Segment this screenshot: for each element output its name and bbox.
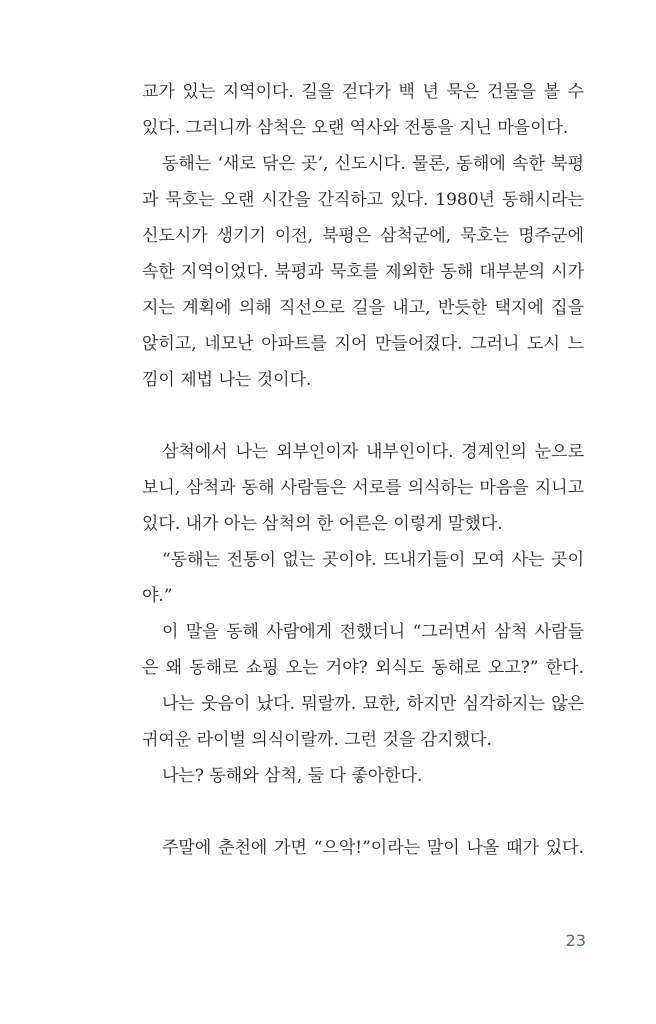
text-line: 보니, 삼척과 동해 사람들은 서로를 의식하는 마음을 지니고 (142, 478, 584, 498)
text-line: 주말에 춘천에 가면 “으악!”이라는 말이 나올 때가 있다. (162, 838, 584, 858)
text-line: 지는 계획에 의해 직선으로 길을 내고, 반듯한 택지에 집을 (142, 298, 584, 318)
text-line: 있다. 내가 아는 삼척의 한 어른은 이렇게 말했다. (142, 514, 503, 534)
text-line: 교가 있는 지역이다. 길을 걷다가 백 년 묵은 건물을 볼 수 (142, 82, 584, 102)
text-line: 과 묵호는 오랜 시간을 간직하고 있다. 1980년 동해시라는 (142, 190, 584, 210)
text-line: 앉히고, 네모난 아파트를 지어 만들어졌다. 그러니 도시 느 (142, 334, 584, 354)
text-line: 나는? 동해와 삼척, 둘 다 좋아한다. (162, 766, 423, 786)
text-line: 삼척에서 나는 외부인이자 내부인이다. 경계인의 눈으로 (162, 442, 584, 462)
text-line: 나는 웃음이 났다. 뭐랄까. 묘한, 하지만 심각하지는 않은 (162, 694, 584, 714)
text-line: 이 말을 동해 사람에게 전했더니 “그러면서 삼척 사람들 (162, 622, 584, 642)
text-line: 낌이 제법 나는 것이다. (142, 370, 312, 390)
text-line: 은 왜 동해로 쇼핑 오는 거야? 외식도 동해로 오고?” 한다. (142, 658, 584, 678)
text-line: 야.” (142, 586, 173, 606)
text-line: 귀여운 라이벌 의식이랄까. 그런 것을 감지했다. (142, 730, 492, 750)
page-number: 23 (565, 931, 586, 950)
text-line: 신도시가 생기기 이전, 북평은 삼척군에, 묵호는 명주군에 (142, 226, 584, 246)
text-line: 있다. 그러니까 삼척은 오랜 역사와 전통을 지닌 마을이다. (142, 118, 569, 138)
text-line: 동해는 ‘새로 닦은 곳’, 신도시다. 물론, 동해에 속한 북평 (162, 154, 584, 174)
text-line: “동해는 전통이 없는 곳이야. 뜨내기들이 모여 사는 곳이 (162, 550, 584, 570)
text-line: 속한 지역이었다. 북평과 묵호를 제외한 동해 대부분의 시가 (142, 262, 584, 282)
